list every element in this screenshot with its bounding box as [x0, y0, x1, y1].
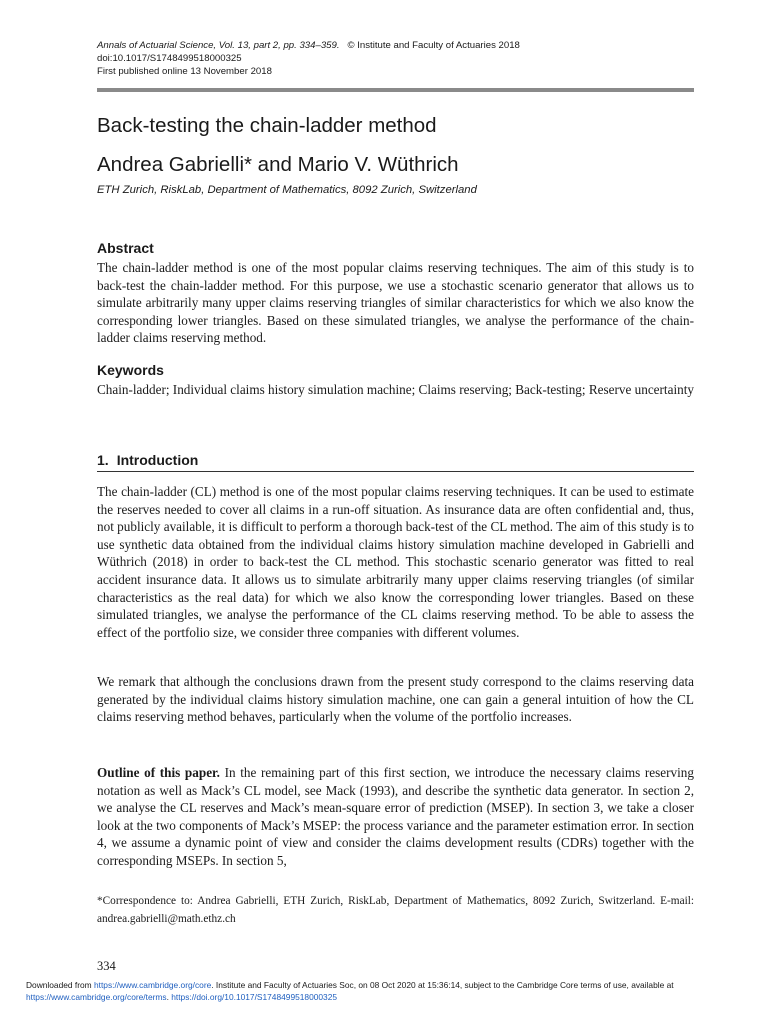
abstract-heading: Abstract: [97, 240, 154, 256]
outline-text: In the remaining part of this first section, we introduce the necessary claims reserving notation as well as Mack’s CL model, see Mack (1993), and describe the synthetic data generator. In section 2, we analyse the CL reserves and Mack’s mean-square error of prediction (MSEP). In section 3, we take a closer look at the two components of Mack’s MSEP: the process variance and the parameter estimation error. In section 4, we assume a dynamic point of view and consider the claims development results (CDRs) together with the corresponding MSEPs. In section 5,: [97, 765, 694, 868]
page-number: 334: [97, 959, 116, 973]
journal-citation-line: [97, 39, 697, 52]
keywords-heading: Keywords: [97, 362, 164, 378]
doi: doi:10.1017/S1748499518000325: [97, 53, 242, 64]
copyright-notice: © Institute and Faculty of Actuaries 2018: [347, 40, 520, 51]
journal-citation: Annals of Actuarial Science, Vol. 13, part 2, pp. 334–359.: [97, 40, 340, 51]
introduction-paragraph-1: The chain-ladder (CL) method is one of the most popular claims reserving techniques. It can be used to estimate the reserves needed to cover all claims in a run-off situation. As insurance data are often confidential and, thus, not publicly available, it is difficult to perform a thorough back-test of the CL method. The aim of this study is to use synthetic data obtained from the individual claims history simulation machine developed in Gabrielli and Wüthrich (2018) in order to back-test the CL method. This stochastic scenario generator was fitted to real accident insurance data. It allows us to simulate arbitrarily many upper claims reserving triangles (of similar characteristics as the real data) for which we also know the corresponding lower triangles. Based on these simulated triangles, we analyse the performance of the CL claims reserving method. To be able to assess the effect of the portfolio size, we consider three companies with different volumes.: [97, 484, 694, 640]
download-separator: .: [166, 992, 172, 1002]
article-title: Back-testing the chain-ladder method: [97, 114, 437, 137]
section-rule: [97, 471, 694, 472]
introduction-heading: [97, 451, 198, 469]
article-authors: Andrea Gabrielli* and Mario V. Wüthrich: [97, 153, 459, 176]
outline-run-in-heading: Outline of this paper.: [97, 765, 220, 780]
keywords-text: Chain-ladder; Individual claims history simulation machine; Claims reserving; Back-testing; Reserve uncertainty: [97, 382, 694, 397]
doi-link[interactable]: https://doi.org/10.1017/S1748499518000325: [171, 992, 338, 1002]
download-prefix: Downloaded from: [26, 980, 94, 990]
cambridge-core-link[interactable]: https://www.cambridge.org/core: [93, 980, 212, 990]
introduction-paragraph-2: We remark that although the conclusions drawn from the present study correspond to the claims reserving data generated by the individual claims history simulation machine, one can gain a general intuition of how the CL claims reserving method behaves, particularly when the volume of the portfolio increases.: [97, 674, 694, 725]
header-rule: [97, 88, 694, 92]
download-middle: . Institute and Faculty of Actuaries Soc, on 08 Oct 2020 at 15:36:14, subject to the Cambridge Core terms of use, available at: [211, 980, 674, 990]
abstract-text: The chain-ladder method is one of the most popular claims reserving techniques. The aim of this study is to back-test the chain-ladder method. For this purpose, we use a stochastic scenario generator that allows us to simulate arbitrarily many upper claims reserving triangles of similar characteristics for which we also know the corresponding lower triangles. Based on these simulated triangles, we analyse the performance of the chain-ladder claims reserving method.: [97, 260, 694, 346]
section-title: Introduction: [116, 452, 199, 468]
terms-link[interactable]: https://www.cambridge.org/core/terms: [26, 992, 167, 1002]
correspondence-footnote: *Correspondence to: Andrea Gabrielli, ETH Zurich, RiskLab, Department of Mathematics, 8092 Zurich, Switzerland. E-mail: andrea.gabrielli@math.ethz.ch: [97, 895, 694, 925]
journal-header: [97, 39, 697, 78]
download-notice: [26, 979, 766, 1003]
publication-date: First published online 13 November 2018: [97, 66, 272, 77]
introduction-paragraph-3: [97, 764, 694, 870]
section-number: 1.: [97, 452, 109, 468]
author-affiliation: ETH Zurich, RiskLab, Department of Mathematics, 8092 Zurich, Switzerland: [97, 184, 477, 196]
